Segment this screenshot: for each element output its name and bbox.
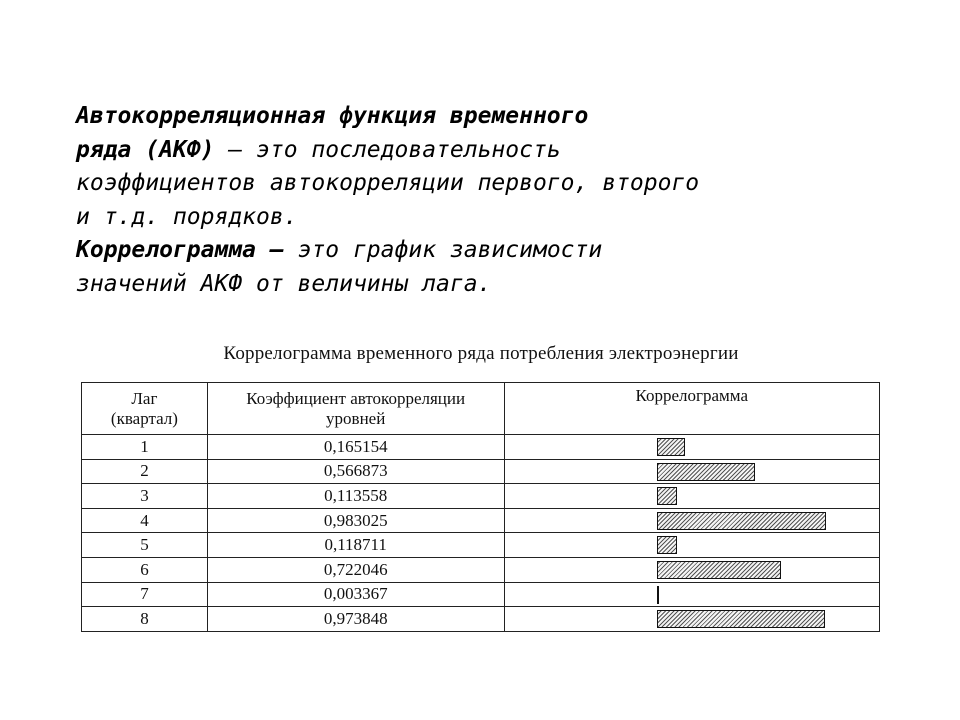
correlogram-cell: [504, 435, 880, 460]
term-correlogram: Коррелограмма –: [76, 237, 284, 263]
header-coef-line1: Коэффициент автокорреляции: [246, 388, 466, 408]
table-row: [82, 459, 880, 484]
correlogram-bar: [657, 610, 825, 628]
lag-cell: 5: [82, 533, 208, 558]
coef-cell: 0,165154: [207, 435, 504, 460]
table-title: Коррелограмма временного ряда потребления электроэнергии: [223, 343, 739, 364]
lag-cell: 3: [82, 484, 208, 509]
correlogram-bar: [657, 512, 826, 530]
correlogram-bar: [657, 561, 781, 579]
table-row: [82, 435, 880, 460]
definition-line-4: и т.д. порядков.: [76, 203, 298, 230]
coef-cell: 0,973848: [207, 607, 504, 632]
lag-cell: 7: [82, 582, 208, 607]
correlogram-cell: [504, 484, 880, 509]
coef-cell: 0,003367: [207, 582, 504, 607]
correlogram-cell: [504, 459, 880, 484]
header-lag-line2: (квартал): [110, 408, 178, 428]
correlogram-bar: [657, 438, 685, 456]
table-row: [82, 557, 880, 582]
definition-line-3: коэффициентов автокорреляции первого, второго: [76, 170, 700, 196]
acf-definition: – это последовательность: [214, 136, 561, 163]
term-acf: Автокорреляционная функция временного: [76, 103, 589, 129]
correlogram-bar: [657, 586, 659, 604]
correlogram-cell: [504, 582, 880, 607]
correlogram-cell: [504, 508, 880, 533]
header-graph: [504, 383, 880, 435]
definition-text: [76, 100, 926, 301]
coef-cell: 0,118711: [207, 533, 504, 558]
table-row: [82, 484, 880, 509]
lag-cell: 6: [82, 557, 208, 582]
term-acf-cont: ряда (АКФ): [76, 136, 215, 163]
header-lag: [82, 383, 208, 435]
correlogram-bar: [657, 536, 677, 554]
table-header-row: [82, 383, 880, 435]
header-graph-label: Коррелограмма: [635, 386, 748, 405]
table-row: [82, 582, 880, 607]
correlogram-cell: [504, 557, 880, 582]
coef-cell: 0,722046: [207, 557, 504, 582]
table-row: [82, 607, 880, 632]
definition-line-5: [76, 234, 926, 268]
coef-cell: 0,113558: [207, 484, 504, 509]
correlogram-bar: [657, 487, 677, 505]
definition-line-2: [76, 134, 926, 168]
coef-cell: 0,983025: [207, 508, 504, 533]
table-row: [82, 508, 880, 533]
header-coef: [207, 383, 504, 435]
lag-cell: 2: [82, 459, 208, 484]
correlogram-cell: [504, 607, 880, 632]
lag-cell: 8: [82, 607, 208, 632]
definition-line-1: [76, 100, 926, 134]
correlogram-cell: [504, 533, 880, 558]
lag-cell: 4: [82, 508, 208, 533]
table-row: [82, 533, 880, 558]
definition-line-6: значений АКФ от величины лага.: [76, 270, 492, 297]
header-lag-line1: Лаг: [131, 388, 158, 408]
correlogram-table: [81, 382, 880, 632]
header-coef-line2: уровней: [326, 408, 386, 428]
lag-cell: 1: [82, 435, 208, 460]
correlogram-definition: это график зависимости: [283, 237, 603, 263]
coef-cell: 0,566873: [207, 459, 504, 484]
correlogram-bar: [657, 463, 755, 481]
